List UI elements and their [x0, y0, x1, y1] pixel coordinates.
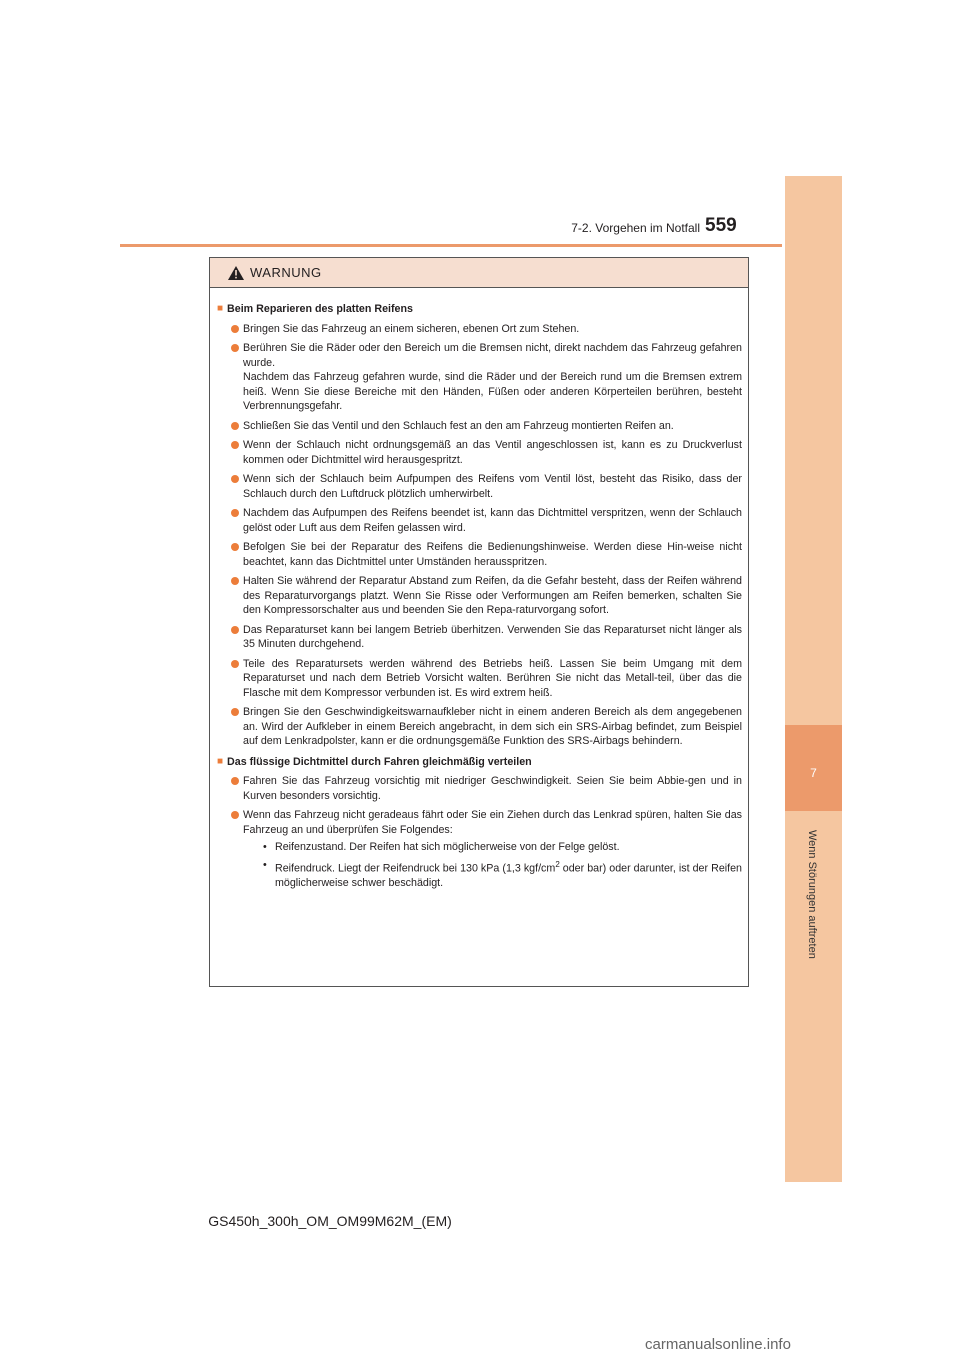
warning-box — [209, 257, 749, 987]
list-item: Wenn der Schlauch nicht ordnungsgemäß an das Ventil angeschlossen ist, kann es zu Druckverlust kommen oder Dichtmittel wird herausgespritzt. — [231, 438, 742, 467]
watermark-link[interactable]: carmanualsonline.info — [645, 1336, 791, 1353]
sub-list-item: • Reifenzustand. Der Reifen hat sich möglicherweise von der Felge gelöst. — [263, 841, 620, 853]
list-item: Berühren Sie die Räder oder den Bereich um die Bremsen nicht, direkt nachdem das Fahrzeug gefahren wurde. Nachdem das Fahrzeug gefahren wurde, sind die Räder und der Bereich rund um die Bremsen extrem heiß. Wenn Sie diese Bereiche mit den Händen, Füßen oder anderen Körperteilen berühren, besteht Verbrennungsgefahr. — [231, 341, 742, 414]
section-title: 7-2. Vorgehen im Notfall — [571, 221, 700, 235]
list-item: Das Reparaturset kann bei langem Betrieb überhitzen. Verwenden Sie das Reparaturset nicht länger als 35 Minuten durchgehend. — [231, 623, 742, 652]
bullet-dot-icon — [231, 811, 239, 819]
square-bullet-icon: ■ — [217, 303, 224, 314]
warning-content — [210, 288, 748, 890]
bullet-dot-icon — [231, 660, 239, 668]
header-divider — [120, 244, 782, 247]
bullet-dot-icon — [231, 344, 239, 352]
list-item: Wenn das Fahrzeug nicht geradeaus fährt oder Sie ein Ziehen durch das Lenkrad spüren, halten Sie das Fahrzeug an und überprüfen Sie Folgendes: • Reifenzustand. Der Reifen hat sich möglicherweise von der Felge gelöst. • Reifendruck. Liegt der Reifendruck bei 130 kPa (1,3 kgf/$cm^2$ oder bar) oder darunter, ist der Reifen möglicherweise schwer beschädigt. — [231, 808, 742, 890]
section-heading: ■ Das flüssige Dichtmittel durch Fahren gleichmäßig verteilen — [217, 755, 532, 768]
warning-triangle-icon — [228, 266, 244, 280]
square-bullet-icon: ■ — [217, 755, 224, 767]
list-item: Halten Sie während der Reparatur Abstand zum Reifen, da die Gefahr besteht, dass der Reifen während des Reparaturvorgangs platzt. Wenn Sie Risse oder Verformungen am Reifen bemerken, schalten Sie den Kompressorschalter aus und beenden Sie den Repa-raturvorgang sofort. — [231, 574, 742, 618]
model-code: GS450h_300h_OM_OM99M62M_(EM) — [208, 1213, 452, 1229]
section-heading: ■ Beim Reparieren des platten Reifens — [217, 303, 413, 315]
bullet-dot-icon — [231, 441, 239, 449]
chapter-title: Wenn Störungen auftreten — [805, 830, 818, 959]
list-item: Wenn sich der Schlauch beim Aufpumpen des Reifens vom Ventil löst, besteht das Risiko, dass der Schlauch durch den Luftdruck plötzlich umherwirbelt. — [231, 472, 742, 501]
list-item: Schließen Sie das Ventil und den Schlauch fest an den am Fahrzeug montierten Reifen an. — [231, 419, 742, 434]
warning-title: WARNUNG — [250, 265, 322, 280]
bullet-dot-icon — [231, 422, 239, 430]
list-item: Bringen Sie den Geschwindigkeitswarnaufkleber nicht in einem anderen Bereich als dem angegebenen an. Wird der Aufkleber in einem Bereich angebracht, in dem sich ein SRS-Airbag befindet, zum Beispiel auf dem Lenkradpolster, kann er die ordnungsgemäße Funktion des SRS-Airbags behindern. — [231, 705, 742, 749]
bullet-dot-icon — [231, 325, 239, 333]
bullet-dot-icon — [231, 708, 239, 716]
sub-list-item: • Reifendruck. Liegt der Reifendruck bei 130 kPa (1,3 kgf/$cm^2$ oder bar) oder darunter, ist der Reifen möglicherweise schwer beschädigt. — [263, 858, 742, 889]
list-item: Befolgen Sie bei der Reparatur des Reifens die Bedienungshinweise. Werden diese Hin-weise nicht beachtet, kann das Dichtmittel unter Umständen herausspritzen. — [231, 540, 742, 569]
bullet-dot-icon — [231, 543, 239, 551]
warning-header — [210, 258, 748, 288]
page-number: 559 — [705, 215, 737, 236]
list-item: Teile des Reparatursets werden während des Betriebs heiß. Lassen Sie beim Umgang mit dem Reparaturset und nach dem Betrieb Vorsicht walten. Berühren Sie nicht das Metall-teil, über das die Flasche mit dem Kompressor verbunden ist. Es wird extrem heiß. — [231, 657, 742, 701]
bullet-dot-icon — [231, 777, 239, 785]
bullet-dot-icon — [231, 475, 239, 483]
list-item: Bringen Sie das Fahrzeug an einem sicheren, ebenen Ort zum Stehen. — [231, 322, 742, 337]
list-item: Nachdem das Aufpumpen des Reifens beendet ist, kann das Dichtmittel verspritzen, wenn der Schlauch gelöst oder Luft aus dem Reifen gelassen wird. — [231, 506, 742, 535]
bullet-dot-icon — [231, 577, 239, 585]
chapter-number: 7 — [810, 766, 817, 780]
bullet-dot-icon — [231, 509, 239, 517]
bullet-dot-icon — [231, 626, 239, 634]
list-item: Fahren Sie das Fahrzeug vorsichtig mit niedriger Geschwindigkeit. Seien Sie beim Abbie-gen und in Kurven besonders vorsichtig. — [231, 774, 742, 803]
chapter-title-vertical — [785, 830, 842, 1170]
